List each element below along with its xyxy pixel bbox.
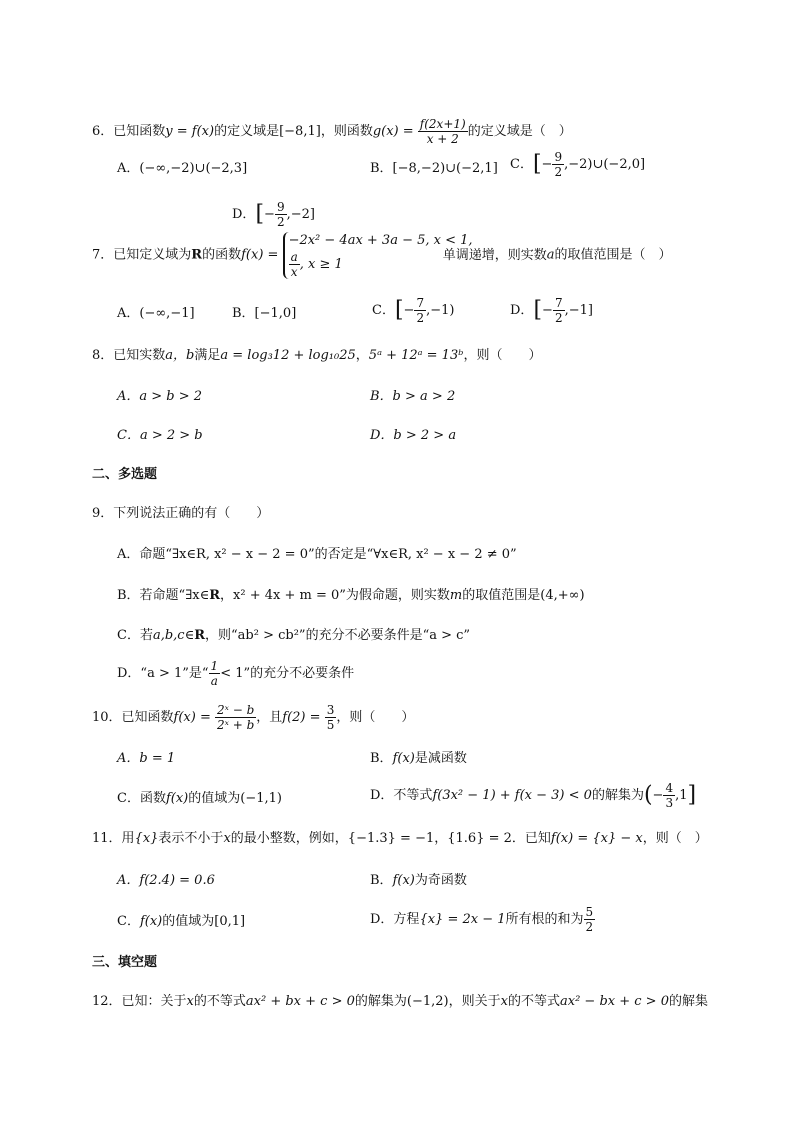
q10-f2-num: 3: [326, 703, 335, 717]
q11-c-c: [0,1]: [214, 914, 246, 929]
q9-c-in: ∈: [184, 628, 195, 643]
q10-stem-c: ，则（ ）: [336, 710, 415, 725]
q7-c-bracket: [: [394, 297, 404, 323]
q11-b-a: B．: [370, 873, 393, 888]
q9-b-a: B．若命题“∃x∈: [117, 588, 210, 603]
q6-option-c: C．[− $\frac{9}{2}$ ,−2)∪(−2,0]: [510, 150, 646, 179]
q8-stem: 8．已知实数a，b满足a = log₃12 + log₁₀25，5ᵃ + 12ᵃ = 13ᵇ，则（ ）: [92, 348, 542, 363]
q10-d-ineq: f(3x² − 1) + f(x − 3) < 0: [432, 788, 592, 803]
q8-stem-c: ，则（ ）: [463, 348, 542, 363]
q6-d-bracket: [: [255, 201, 265, 227]
q7-c-den: 2: [416, 311, 425, 325]
q9-c-a: C．若: [117, 628, 153, 643]
q6-domain: [−8,1]: [279, 124, 321, 139]
q10-f2-den: 5: [326, 718, 335, 732]
q12-x1: x: [186, 994, 194, 1009]
q11-stem-b: 表示不小于: [158, 831, 224, 846]
q12-stem-f: 的解集: [668, 994, 708, 1009]
q8-eq1: a = log₃12 + log₁₀25: [220, 348, 356, 363]
q10-stem: [92, 703, 414, 732]
q7-case1: −2x² − 4ax + 3a − 5, x < 1,: [288, 233, 473, 248]
q7-R: R: [191, 247, 203, 263]
q6-c-num: 9: [554, 150, 563, 164]
q10-d-den: 3: [665, 796, 674, 810]
q8-eq2: 5ᵃ + 12ᵃ = 13ᵇ: [368, 348, 464, 363]
q8-option-c: C．a > 2 > b: [117, 428, 203, 443]
section-heading-fill-blank: 三、填空题: [92, 955, 158, 970]
q11-option-b: [370, 872, 467, 890]
q11-b-b: 为奇函数: [414, 873, 467, 888]
q11-stem-e: ，则（ ）: [642, 831, 708, 846]
q11-c-a: C．: [117, 914, 140, 929]
q7-option-c: C．[− $\frac{7}{2}$ ,−1): [372, 296, 455, 325]
q9-b-d: (4,+∞): [540, 588, 585, 603]
q8-stem-a: 8．已知实数: [92, 348, 166, 363]
q12-ineq1: ax² + bx + c > 0: [245, 994, 355, 1009]
q10-d-paren-open: (: [643, 782, 653, 808]
q6-c-rest: ,−2)∪(−2,0]: [564, 157, 646, 172]
q10-d-frac: [663, 781, 675, 810]
q10-fx: f(x) =: [173, 710, 211, 725]
q6-option-a: A．(−∞,−2)∪(−2,3]: [117, 161, 248, 176]
q9-option-b: [117, 587, 585, 605]
q10-num: 2ˣ − b: [217, 703, 255, 717]
q10-c-b: 的值域为: [188, 791, 241, 806]
q10-b-a: B．: [370, 751, 393, 766]
q11-c-b: 的值域为: [162, 914, 215, 929]
section-heading-multiple-choice: 二、多选题: [92, 467, 158, 482]
q7-d-frac: [553, 296, 565, 325]
q11-stem-d: ．已知: [511, 831, 551, 846]
q6-c-bracket: [: [532, 151, 542, 177]
q6-c-frac: [552, 150, 564, 179]
q10-b-fx: f(x): [392, 751, 415, 766]
q10-option-c: [117, 790, 282, 808]
q6-fraction: [418, 117, 468, 146]
q7-case2-frac: [289, 250, 300, 279]
q7-stem-c: 单调递增，则实数: [442, 247, 547, 263]
q9-b-m: m: [449, 588, 463, 603]
q11-d-eq: {x} = 2x − 1: [419, 912, 506, 927]
q11-option-d: [370, 905, 595, 934]
q7-d-den: 2: [554, 311, 563, 325]
q6-d-label: D．: [232, 207, 256, 222]
q11-stem-a: 11．用: [92, 831, 135, 846]
q10-option-d: D．不等式f(3x² − 1) + f(x − 3) < 0的解集为(− $\frac{4}{3}$ ,1]: [370, 781, 697, 810]
q6-stem-b: 的定义域是: [214, 124, 280, 139]
q10-frac: [215, 703, 256, 732]
q9-d-den: a: [210, 674, 218, 688]
q6-function: y = f(x): [165, 124, 215, 139]
q9-c-b: ，则“ab² > cb²”的充分不必要条件是“a > c”: [205, 628, 471, 643]
q6-frac-den: x + 2: [426, 132, 459, 146]
q7-case2-den: x: [290, 265, 298, 279]
q11-stem: [92, 830, 708, 848]
q9-c-vars: a,b,c: [152, 628, 185, 643]
q11-def: f(x) = {x} − x: [550, 831, 643, 846]
q7-case2-rest: , x ≥ 1: [299, 257, 343, 272]
q12-stem-d: ，则关于: [448, 994, 501, 1009]
q8-option-a: A．a > b > 2: [117, 389, 203, 404]
q9-b-R: R: [209, 588, 221, 603]
q7-piecewise: [283, 232, 473, 279]
q11-stem-c: 的最小整数，例如，: [230, 831, 348, 846]
q11-d-a: D．方程: [370, 912, 420, 927]
q7-stem-b: 的函数: [202, 247, 242, 263]
q10-c-a: C．函数: [117, 791, 166, 806]
q6-d-frac: [275, 200, 287, 229]
q12-stem-b: 的不等式: [193, 994, 246, 1009]
q11-ex2: {1.6} = 2: [447, 831, 512, 846]
q9-c-R: R: [194, 628, 206, 643]
q12-stem-e: 的不等式: [507, 994, 560, 1009]
q11-x: x: [223, 831, 231, 846]
q7-c-num: 7: [416, 296, 425, 310]
q10-f2: f(2) =: [282, 710, 321, 725]
q9-option-c: [117, 627, 470, 645]
q6-c-den: 2: [554, 165, 563, 179]
q6-option-b: B．[−8,−2)∪(−2,1]: [370, 161, 498, 176]
q7-a: a: [546, 247, 555, 263]
q8-stem-b: 满足: [194, 348, 221, 363]
q7-stem: [92, 232, 672, 279]
q6-g: g(x) =: [372, 124, 414, 139]
q12-stem-c: 的解集为: [354, 994, 407, 1009]
q9-stem: 9．下列说法正确的有（ ）: [92, 506, 270, 521]
q10-d-rest: ,1: [675, 788, 688, 803]
q9-d-a: D．“a > 1”是“: [117, 666, 209, 681]
q6-c-label: C．: [510, 157, 533, 172]
q10-b-b: 是减函数: [414, 751, 467, 766]
q11-d-b: 所有根的和为: [505, 912, 584, 927]
q6-option-d: D．[− $\frac{9}{2}$ ,−2]: [232, 200, 315, 229]
q6-stem-a: 6．已知函数: [92, 124, 166, 139]
q11-sep: ，: [434, 831, 448, 846]
q7-option-b: B．[−1,0]: [232, 306, 297, 321]
q7-stem-a: 7．已知定义域为: [92, 247, 192, 263]
q10-d-a: D．不等式: [370, 788, 433, 803]
q10-c-fx: f(x): [165, 791, 189, 806]
q12-set1: (−1,2): [406, 994, 449, 1009]
q12-x2: x: [500, 994, 508, 1009]
q10-den: 2ˣ + b: [217, 718, 255, 732]
q12-ineq2: ax² − bx + c > 0: [560, 994, 669, 1009]
q11-option-c: [117, 913, 245, 931]
q10-option-b: [370, 750, 467, 768]
q9-b-c: 的取值范围是: [462, 588, 541, 603]
q11-d-num: 5: [585, 905, 594, 919]
q10-stem-b: ，且: [256, 710, 283, 725]
q7-option-d: D．[− $\frac{7}{2}$ ,−1]: [510, 296, 593, 325]
q10-option-a: A．b = 1: [117, 751, 176, 766]
q9-d-b: < 1”的充分不必要条件: [220, 666, 355, 681]
q10-d-b: 的解集为: [591, 788, 644, 803]
q11-x-braces: {x}: [134, 831, 159, 846]
q9-d-num: 1: [210, 659, 219, 673]
q7-d-label: D．: [510, 303, 534, 318]
q11-ex1: {−1.3} = −1: [347, 831, 435, 846]
q10-d-paren-close: ]: [687, 782, 697, 808]
q6-stem: [92, 117, 572, 146]
q12-stem-a: 12．已知：关于: [92, 994, 187, 1009]
q10-f2-frac: [325, 703, 337, 732]
q9-b-b: ，x² + 4x + m = 0”为假命题，则实数: [220, 588, 450, 603]
q7-fx: f(x) =: [241, 247, 279, 263]
q10-stem-a: 10．已知函数: [92, 710, 174, 725]
q7-stem-d: 的取值范围是（ ）: [554, 247, 672, 263]
q11-c-fx: f(x): [139, 914, 163, 929]
q11-d-frac: [584, 905, 596, 934]
q10-c-c: (−1,1): [240, 791, 282, 806]
q7-c-label: C．: [372, 303, 395, 318]
q7-case2-num: a: [290, 250, 298, 264]
q9-d-frac: [209, 659, 221, 688]
q7-d-rest: ,−1]: [564, 303, 593, 318]
q8-vars: a，b: [165, 348, 195, 363]
q7-c-frac: [414, 296, 426, 325]
q9-option-a: A．命题“∃x∈R, x² − x − 2 = 0”的否定是“∀x∈R, x² − x − 2 ≠ 0”: [117, 547, 517, 562]
q7-case2: [289, 250, 427, 279]
q6-d-den: 2: [276, 215, 285, 229]
q7-c-rest: ,−1): [426, 303, 455, 318]
q7-d-num: 7: [554, 296, 563, 310]
q7-d-bracket: [: [533, 297, 543, 323]
q9-option-d: [117, 659, 354, 688]
q11-option-a: A．f(2.4) = 0.6: [117, 873, 215, 888]
q6-frac-num: f(2x+1): [419, 117, 466, 131]
q6-stem-d: 的定义域是（ ）: [467, 124, 572, 139]
q7-option-a: A．(−∞,−1]: [117, 306, 195, 321]
q12-stem: [92, 993, 708, 1011]
q11-b-fx: f(x): [392, 873, 415, 888]
q6-d-num: 9: [276, 200, 285, 214]
q8-option-d: D．b > 2 > a: [370, 428, 457, 443]
q8-option-b: B．b > a > 2: [370, 389, 456, 404]
q10-d-num: 4: [665, 781, 674, 795]
q6-stem-c: ，则函数: [320, 124, 373, 139]
q6-d-rest: ,−2]: [286, 207, 315, 222]
q11-d-den: 2: [585, 920, 594, 934]
